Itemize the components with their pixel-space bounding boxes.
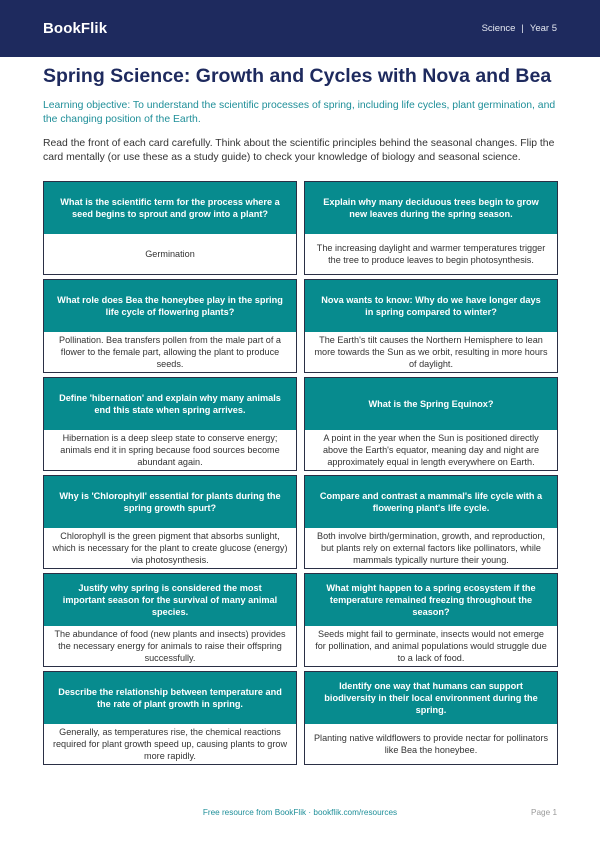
flashcard[interactable] (304, 181, 558, 275)
flashcard[interactable] (43, 475, 297, 569)
card-back: Planting native wildflowers to provide nectar for pollinators like Bea the honeybee. (313, 733, 549, 755)
learning-objective: Learning objective: To understand the scientific processes of spring, including life cycles, plant germination, and the changing position of the Earth. (43, 100, 556, 125)
card-front: What might happen to a spring ecosystem if the temperature remained freezing throughout the season? (305, 574, 557, 626)
card-front: Describe the relationship between temperature and the rate of plant growth in spring. (44, 672, 296, 724)
flashcard[interactable] (304, 573, 558, 667)
header-bar (0, 0, 600, 57)
subject-label: Science (481, 23, 516, 34)
card-front: What is the Spring Equinox? (305, 378, 557, 430)
meta-separator: | (521, 23, 524, 34)
instructions-text: Read the front of each card carefully. Think about the scientific principles behind the seasonal changes. Flip the card mentally (or use these as a study guide) to check your knowledge of biology and seasonal science. (43, 138, 555, 163)
footer-link[interactable]: Free resource from BookFlik · bookflik.com/resources (202, 808, 398, 817)
card-back: Chlorophyll is the green pigment that absorbs sunlight, which is necessary for the plant to create glucose (energy) via photosynthesis. (52, 531, 288, 565)
card-front: Define 'hibernation' and explain why many animals end this state when spring arrives. (44, 378, 296, 430)
card-back: Pollination. Bea transfers pollen from the male part of a flower to the female part, allowing the plant to produce seeds. (59, 335, 281, 369)
card-front: Justify why spring is considered the most important season for the survival of many animal species. (44, 574, 296, 626)
card-front: Identify one way that humans can support biodiversity in their local environment during the spring. (305, 672, 557, 724)
flashcard[interactable] (43, 377, 297, 471)
card-front: Nova wants to know: Why do we have longer days in spring compared to winter? (305, 280, 557, 332)
flashcard[interactable] (43, 671, 297, 765)
card-front: Why is 'Chlorophyll' essential for plants during the spring growth spurt? (44, 476, 296, 528)
header-meta (482, 23, 557, 34)
flashcard[interactable] (304, 377, 558, 471)
card-back: Generally, as temperatures rise, the chemical reactions required for plant growth speed up, causing plants to grow more rapidly. (52, 727, 288, 761)
flashcard[interactable] (43, 279, 297, 373)
card-back: The Earth's tilt causes the Northern Hemisphere to lean more towards the Sun as we orbit, resulting in more hours of daylight. (314, 335, 548, 369)
card-back: Both involve birth/germination, growth, and reproduction, but plants rely on external factors like pollinators, while mammals typically nurture their young. (317, 531, 545, 565)
flashcard[interactable] (304, 475, 558, 569)
flashcard[interactable] (43, 181, 297, 275)
card-back: Hibernation is a deep sleep state to conserve energy; animals end it in spring because food sources become abundant again. (60, 433, 280, 467)
year-label: Year 5 (529, 23, 557, 34)
page-title: Spring Science: Growth and Cycles with Nova and Bea (43, 65, 552, 87)
page-number: Page 1 (531, 808, 557, 817)
card-front: What role does Bea the honeybee play in the spring life cycle of flowering plants? (44, 280, 296, 332)
card-front: What is the scientific term for the process where a seed begins to sprout and grow into a plant? (44, 182, 296, 234)
brand-logo[interactable]: BookFlik (43, 20, 108, 37)
card-front: Explain why many deciduous trees begin to grow new leaves during the spring season. (305, 182, 557, 234)
card-back: The increasing daylight and warmer temperatures trigger the tree to produce leaves to begin photosynthesis. (316, 243, 546, 265)
flashcard[interactable] (43, 573, 297, 667)
flashcard[interactable] (304, 671, 558, 765)
card-back: Seeds might fail to germinate, insects would not emerge for pollination, and animal populations would struggle due to a lack of food. (315, 629, 547, 663)
card-back: The abundance of food (new plants and insects) provides the necessary energy for animals to raise their offspring successfully. (54, 629, 286, 663)
flashcard[interactable] (304, 279, 558, 373)
card-front: Compare and contrast a mammal's life cycle with a flowering plant's life cycle. (305, 476, 557, 528)
card-back: Germination (145, 249, 195, 259)
card-back: A point in the year when the Sun is positioned directly above the Earth's equator, meaning day and night are approximately equal in length everywhere on Earth. (322, 433, 540, 467)
